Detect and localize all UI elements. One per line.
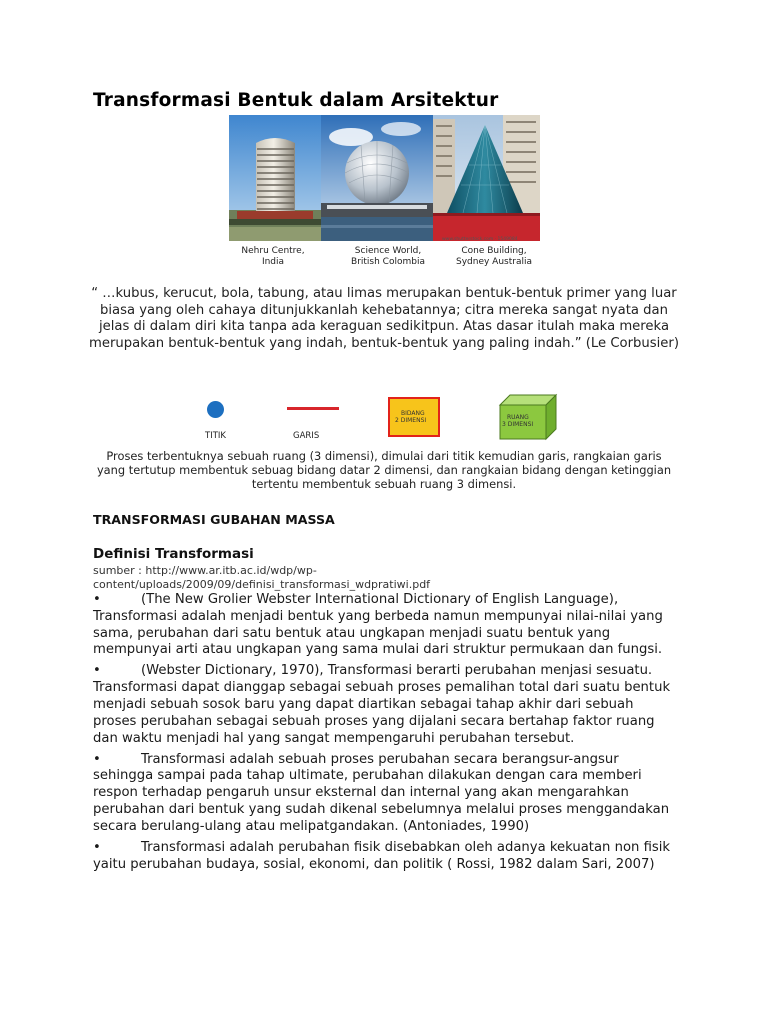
label-bidang — [395, 410, 435, 424]
list-item — [93, 752, 673, 836]
building-photo-strip — [229, 115, 540, 241]
caption-science-world — [345, 246, 431, 268]
shape-description: Proses terbentuknya sebuah ruang (3 dimensi), dimulai dari titik kemudian garis, rangkaian garis yang tertutup membentuk sebuag bidang datar 2 dimensi, dan rangkaian bidang dengan ketinggian tertentu membentuk sebuah ruang 3 dimensi. — [96, 449, 672, 492]
bullet-icon: • — [93, 751, 101, 767]
caption-line: Science World, — [354, 246, 422, 256]
list-item-text: (Webster Dictionary, 1970), Transformasi berarti perubahan menjasi sesuatu. Transformasi dapat dianggap sebagai sebuah proses pemalihan total dari suatu bentuk menjadi sebuah sosok baru yang dapat diartikan sebagai tahap akhir dari sebuah proses perubahan sebagai sebuah proses yang dijalani secara bertahap faktor ruang dan waktu menjadi hal yang sangat mempengaruhi perubahan tersebut. — [93, 663, 671, 746]
list-item — [93, 663, 673, 747]
bullet-icon: • — [93, 592, 101, 607]
label-garis: GARIS — [293, 431, 320, 441]
caption-nehru-centre — [234, 246, 312, 268]
list-item-text: Transformasi adalah sebuah proses perubahan secara berangsur-angsur sehingga sampai pada tahap ultimate, perubahan dilakukan dengan cara memberi respon terhadap pengaruh unsur eksternal dan internal yang akan mengarahkan perubahan dari bentuk yang sudah dikenal sebelumnya melalui proses menggandakan secara berulang-ulang atau melipatgandakan. (Antoniades, 1990) — [93, 751, 670, 834]
point-dot-icon — [207, 401, 224, 418]
label-line: 3 DIMENSI — [502, 421, 534, 428]
le-corbusier-quote: “ …kubus, kerucut, bola, tabung, atau limas merupakan bentuk-bentuk primer yang luar biasa yang oleh cahaya ditunjukkanlah kehebatannya; citra mereka sangat nyata dan jelas di dalam diri kita tanpa ada keraguan sedikitpun. Atas dasar itulah maka mereka merupakan bentuk-bentuk yang indah, bentuk-bentuk yang paling indah.” (Le Corbusier) — [89, 286, 679, 351]
list-item-text: Transformasi adalah perubahan fisik disebabkan oleh adanya kekuatan non fisik yaitu perubahan budaya, sosial, ekonomi, dan politik ( Rossi, 1982 dalam Sari, 2007) — [93, 839, 671, 872]
caption-cone-building — [448, 246, 540, 268]
caption-line: Nehru Centre, — [241, 246, 305, 256]
list-item — [93, 592, 673, 659]
list-item-text: (The New Grolier Webster International Dictionary of English Language), Transformasi adalah menjadi bentuk yang berbeda namun mempunyai nilai-nilai yang sama, perubahan dari satu bentuk atau ungkapan menjadi suatu bentuk yang mempunyai arti atau ungkapan yang sama mulai dari struktur permukaan dan fungsi. — [93, 592, 663, 658]
definition-list — [93, 592, 673, 878]
photo-credit: www.shutterstock.com · 1549084 — [442, 237, 518, 242]
section-heading: TRANSFORMASI GUBAHAN MASSA — [93, 512, 335, 527]
cone-building-photo — [433, 115, 540, 241]
source-link[interactable]: sumber : http://www.ar.itb.ac.id/wdp/wp-content/uploads/2009/09/definisi_transformasi_wdpratiwi.pdf — [93, 564, 431, 591]
caption-line: Sydney Australia — [456, 257, 532, 267]
bullet-icon: • — [93, 839, 101, 855]
caption-line: India — [261, 257, 285, 267]
line-segment-icon — [287, 407, 339, 410]
label-line: 2 DIMENSI — [395, 417, 427, 424]
label-line: RUANG — [507, 414, 529, 421]
page-title: Transformasi Bentuk dalam Arsitektur — [93, 90, 499, 111]
list-item — [93, 840, 673, 874]
label-line: BIDANG — [401, 410, 425, 417]
science-world-photo — [321, 115, 433, 241]
bullet-icon: • — [93, 663, 101, 679]
caption-line: Cone Building, — [461, 246, 527, 256]
definition-subheading: Definisi Transformasi — [93, 546, 254, 562]
nehru-centre-photo — [229, 115, 321, 241]
label-titik: TITIK — [205, 431, 226, 441]
caption-line: British Colombia — [351, 257, 425, 267]
label-ruang — [502, 414, 540, 428]
